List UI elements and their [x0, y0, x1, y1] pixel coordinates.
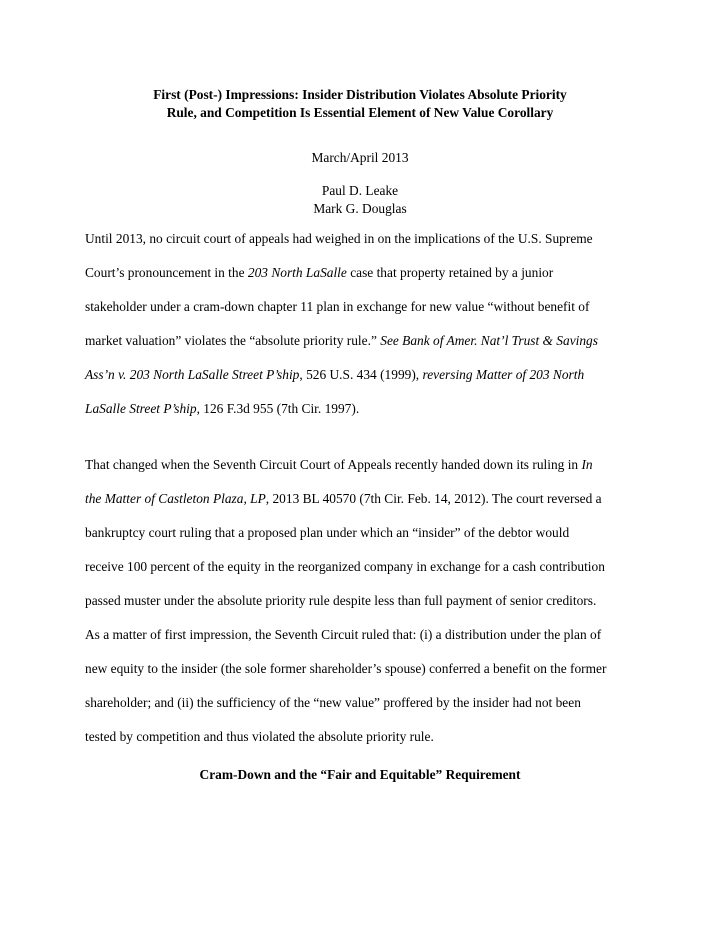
- paragraph-line: As a matter of first impression, the Seventh Circuit ruled that: (i) a distribution under the plan of: [85, 627, 602, 642]
- title-line: First (Post-) Impressions: Insider Distribution Violates Absolute Priority: [153, 87, 567, 102]
- text-run: , 126 F.3d 955 (7th Cir. 1997).: [196, 401, 360, 416]
- paragraph-line: receive 100 percent of the equity in the reorganized company in exchange for a cash contribution: [85, 559, 605, 574]
- case-citation: LaSalle Street P’ship: [85, 401, 197, 416]
- author-name: Paul D. Leake: [321, 183, 399, 198]
- paragraph-line: [85, 366, 584, 384]
- title-line: Rule, and Competition Is Essential Element of New Value Corollary: [166, 105, 554, 120]
- text-run: , 526 U.S. 434 (1999),: [299, 367, 423, 382]
- paragraph-line: passed muster under the absolute priority rule despite less than full payment of senior creditors.: [85, 593, 597, 608]
- document-title: [60, 86, 660, 122]
- text-run: market valuation” violates the “absolute priority rule.”: [85, 333, 381, 348]
- paragraph-line: [85, 264, 553, 282]
- text-run: , 2013 BL 40570 (7th Cir. Feb. 14, 2012). The court reversed a: [265, 491, 602, 506]
- paragraph-line: [85, 332, 598, 350]
- paragraph-line: [85, 490, 602, 508]
- paragraph-line: [85, 456, 593, 474]
- case-citation: 203 North LaSalle: [247, 265, 347, 280]
- case-citation: reversing Matter of 203 North: [422, 367, 585, 382]
- paragraph-line: stakeholder under a cram-down chapter 11 plan in exchange for new value “without benefit of: [85, 299, 590, 314]
- paragraph-line: bankruptcy court ruling that a proposed plan under which an “insider” of the debtor would: [85, 525, 570, 540]
- case-citation: the Matter of Castleton Plaza, LP: [85, 491, 266, 506]
- paragraph-line: [85, 400, 359, 418]
- author-name: Mark G. Douglas: [313, 201, 407, 216]
- text-run: That changed when the Seventh Circuit Court of Appeals recently handed down its ruling in: [85, 457, 582, 472]
- case-citation: Ass’n v. 203 North LaSalle Street P’ship: [85, 367, 300, 382]
- case-citation: See Bank of Amer. Nat’l Trust & Savings: [380, 333, 598, 348]
- paragraph-line: tested by competition and thus violated the absolute priority rule.: [85, 729, 434, 744]
- paragraph-line: shareholder; and (ii) the sufficiency of the “new value” proffered by the insider had not been: [85, 695, 581, 710]
- paragraph-line: new equity to the insider (the sole former shareholder’s spouse) conferred a benefit on the former: [85, 661, 607, 676]
- publication-date: March/April 2013: [311, 150, 409, 165]
- text-run: case that property retained by a junior: [346, 265, 554, 280]
- text-run: Court’s pronouncement in the: [85, 265, 248, 280]
- paragraph-line: Until 2013, no circuit court of appeals had weighed in on the implications of the U.S. Supreme: [85, 231, 593, 246]
- section-heading: Cram-Down and the “Fair and Equitable” Requirement: [199, 767, 521, 782]
- case-citation: In: [581, 457, 593, 472]
